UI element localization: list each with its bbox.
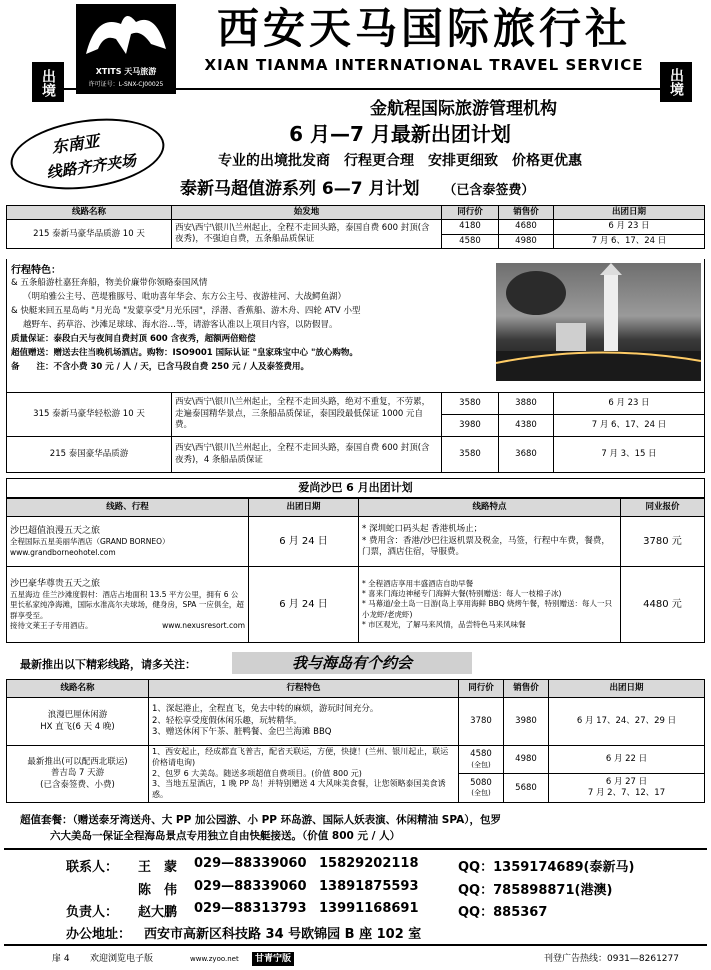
peer-price: [459, 774, 504, 803]
thai-table-2: [6, 392, 705, 473]
peer-price: 3580: [442, 437, 499, 473]
feature-item: * 深圳蛇口码头起 香港机场止；: [362, 524, 483, 535]
sale-price: 3980: [504, 698, 549, 746]
feature-item: & 五条船游杜嘉狂奔船，物美价廉带你领略泰国风情: [11, 278, 208, 288]
route-name-line: HX 直飞(6 天 4 晚): [40, 721, 115, 732]
peer-value: 4580: [470, 749, 492, 760]
contact-name: 陈 伟: [138, 883, 178, 898]
peer-price: 3580: [442, 393, 499, 415]
col-price: 同业报价: [621, 499, 705, 517]
col-origin: 始发地: [172, 206, 442, 220]
feature-item: & 快艇来回五星岛屿 "月光岛 "发蒙享受"月光乐园"，浮潜、香蕉船、游木舟、四轮 ATV 小型: [11, 306, 361, 316]
feature-item: * 喜来门海边神秘专门海鲜大餐(特别赠送：每人一枝棉子冰): [362, 589, 562, 599]
sale-price: 4980: [499, 234, 554, 248]
route-features: [359, 567, 621, 643]
header: [4, 4, 707, 96]
route-line: [10, 621, 245, 631]
peer-price: 3780: [459, 698, 504, 746]
route-features: [149, 698, 459, 746]
note-text: 不含小费 30 元 / 人 / 天，已含马段自费 250 元 / 人及泰签费用。: [53, 362, 309, 372]
depart-dates: 7 月 6、17、24 日: [554, 415, 705, 437]
depart-date: 6 月 24 日: [249, 517, 359, 567]
col-route: 线路、行程: [7, 499, 249, 517]
route-extra: 接待文莱王子专用酒店。: [10, 620, 93, 630]
route-name-line: 最新推出(可以配西北联运): [27, 756, 128, 767]
series-note: （已含泰签费）: [443, 183, 535, 198]
depart-dates: 6 月 17、24、27、29 日: [549, 698, 705, 746]
manager-tel: 029—88313793: [194, 901, 307, 916]
route-title: 沙巴豪华尊贵五天之旅: [10, 579, 101, 590]
brand-badge: 甘青宁版: [252, 952, 294, 966]
depart-dates: 6 月 23 日: [554, 220, 705, 234]
extra-label: 超值赠送：: [11, 348, 54, 358]
depart-dates: 6 月 23 日: [554, 393, 705, 415]
route-name: 315 泰新马豪华轻松游 10 天: [7, 393, 172, 437]
route-name: 215 泰国豪华品质游: [7, 437, 172, 473]
sale-price: 4380: [499, 415, 554, 437]
features-list: [11, 276, 489, 374]
route-features: [359, 517, 621, 567]
contact-tel: 029—88339060: [194, 879, 307, 894]
col-dates: 出团日期: [554, 206, 705, 220]
series-title: [180, 174, 660, 199]
sale-price: 3680: [499, 437, 554, 473]
stamp-line1: 东南亚: [50, 131, 101, 157]
route-name: 215 泰新马豪华品质游 10 天: [7, 220, 172, 249]
address: 西安市高新区科技路 34 号欧锦园 B 座 102 室: [144, 927, 422, 942]
note-line: [11, 360, 489, 374]
feature-item: 3、当地五星酒店，1 晚 PP 岛！并特别赠送 4 大风味美食餐，让您领略泰国美食诱惑。: [152, 779, 446, 800]
feature-item: * 马幕道/金土岛一日游(岛上享用海鲜 BBQ 烧烤午餐，特别赠送：每人一只小龙虾/老虎虾): [362, 599, 613, 619]
col-sale: 销售价: [499, 206, 554, 220]
route-title: 沙巴超值浪漫五天之旅: [10, 526, 101, 537]
route-hotel: 全程国际五星美丽华酒店（GRAND BORNEO）: [10, 537, 170, 547]
peer-price: 3980: [442, 415, 499, 437]
sale-price: 4980: [504, 746, 549, 774]
table-row: [7, 698, 705, 746]
route-name: [7, 746, 149, 803]
promo-line: 六大美岛一保证全程海岛景点专用独立自由快艇接送。（价值 800 元 / 人）: [50, 830, 401, 842]
main-title: 6 月—7 月最新出团计划: [289, 122, 511, 146]
sabah-route-2: [7, 567, 249, 643]
contact-label: 联系人：: [66, 860, 119, 875]
address-label: 办公地址：: [66, 927, 132, 942]
quality-text: 泰段白天与夜间自费封顶 600 含夜秀，超额两倍赔偿: [53, 334, 256, 344]
peer-price: 4480 元: [621, 567, 705, 643]
promo-label: 最新推出以下精彩线路，请多关注：: [20, 658, 196, 671]
route-url: www.nexusresort.com: [162, 620, 245, 630]
contact-mobile: 13891875593: [319, 879, 419, 894]
note-label: 备 注：: [11, 362, 54, 372]
feature-item: 1、深起港止，全程直飞，免去中转的麻烦，游玩时间充分。: [152, 704, 379, 715]
table-row: [7, 517, 705, 567]
col-route: 线路名称: [7, 680, 149, 698]
sale-price: 5680: [504, 774, 549, 803]
manager-mobile: 13991168691: [319, 901, 419, 916]
bottom-bar: [4, 950, 707, 968]
manager-label: 负责人：: [66, 905, 119, 920]
promo-line: 超值套餐：（赠送泰牙湾送舟、大 PP 加公园游、小 PP 环岛游、国际人妖表演、休闲精油 SPA），包罗: [20, 814, 501, 826]
route-name: [7, 698, 149, 746]
col-features: 线路特点: [359, 499, 621, 517]
contacts-block: [4, 848, 707, 946]
table-row: [7, 437, 705, 473]
contact-qq: QQ：1359174689(泰新马): [458, 860, 635, 875]
site-label: 欢迎浏览电子版: [90, 954, 154, 964]
col-dates: 出团日期: [549, 680, 705, 698]
feature-item: 1、西安起止，经成都直飞普吉，配省天联运，方便，快捷！(兰州、银川起止，联运价格请电询): [152, 747, 449, 767]
col-route: 线路名称: [7, 206, 172, 220]
contact-mobile: 15829202118: [319, 856, 419, 871]
feature-item: * 全程酒店享用丰盛酒店自助早餐: [362, 579, 474, 589]
table-row: [7, 567, 705, 643]
company-name: 西安天马国际旅行社: [216, 4, 631, 53]
thai-table-1: [6, 205, 705, 249]
features-block: [6, 259, 705, 392]
peer-price: 4180: [442, 220, 499, 234]
page-number: 扉 4: [52, 954, 70, 964]
depart-dates: [549, 774, 705, 803]
table-row: [7, 220, 705, 234]
peer-note: (全包): [471, 789, 491, 798]
route-desc: 五星海边 佳兰沙滩度假村：酒店占地面积 13.5 平方公里，拥有 6 公里长私家纯净海滩，国际水准高尔夫球场，健身房，SPA 一应俱全，超群享受至。: [10, 590, 244, 620]
horse-logo-icon: [76, 4, 176, 64]
col-peer: 同行价: [459, 680, 504, 698]
col-date: 出团日期: [249, 499, 359, 517]
feature-item: 2、轻松享受度假休闲乐趣，玩转精华。: [152, 715, 302, 726]
features-title: 行程特色：: [11, 265, 61, 276]
depart-date: 6 月 24 日: [249, 567, 359, 643]
manager-name: 赵大鹏: [138, 905, 178, 920]
title-slogan: 专业的出境批发商 行程更合理 安排更细致 价格更优惠: [218, 153, 582, 169]
date-line: 7 月 2、7、12、17: [587, 788, 666, 799]
route-desc: 西安\西宁\银川\兰州起止，全程不走回头路，泰国自费 600 封顶(含夜秀)，4 条船品质保证: [172, 437, 442, 473]
depart-dates: 6 月 22 日: [549, 746, 705, 774]
sale-price: 4680: [499, 220, 554, 234]
contact-qq: QQ：785898871(港澳): [458, 883, 613, 898]
quality-line: [11, 332, 489, 346]
route-name-line: (已含泰签费、小费): [40, 779, 115, 790]
route-name-line: 浪漫巴厘休闲游: [47, 710, 108, 721]
header-rule: [64, 88, 660, 90]
quality-label: 质量保证：: [11, 334, 54, 344]
peer-note: (全包): [471, 760, 491, 769]
route-features: [149, 746, 459, 803]
col-features: 行程特色: [149, 680, 459, 698]
col-peer: 同行价: [442, 206, 499, 220]
depart-dates: 7 月 6、17、24 日: [554, 234, 705, 248]
extra-text: 赠送去往当晚机场酒店。购物：ISO9001 国际认证 "皇家珠宝中心 "放心购物。: [53, 348, 358, 358]
table-row: [7, 746, 705, 774]
ad-hotline: 刊登广告热线：0931—8261277: [544, 954, 679, 964]
manager-qq: QQ：885367: [458, 905, 548, 920]
logo-license: 许可证号：L-SNX-CJ00025: [88, 81, 164, 88]
feature-item: （明珀雅公主号、芭堤雅豚号、吡叻喜年华会、东方公主号、夜游桂河、大战鳄鱼湖）: [23, 292, 347, 302]
site-url[interactable]: www.zyoo.net: [190, 955, 239, 963]
peer-price: 4580: [442, 234, 499, 248]
company-en: XIAN TIANMA INTERNATIONAL TRAVEL SERVICE: [204, 56, 644, 74]
contact-name: 王 蒙: [138, 860, 178, 875]
depart-dates: 7 月 3、15 日: [554, 437, 705, 473]
extra-line: [11, 346, 489, 360]
contact-tel: 029—88339060: [194, 856, 307, 871]
table-row: [7, 393, 705, 415]
feature-item: * 市区观光，了解马来风情，品尝特色马来风味餐: [362, 619, 526, 629]
sabah-title: 爱尚沙巴 6 月出团计划: [6, 478, 705, 498]
route-url: www.grandborneohotel.com: [10, 547, 116, 557]
footer-promo: [20, 812, 705, 844]
sabah-table: [6, 498, 705, 643]
feature-item: 2、包罗 6 大美岛。随送多项超值自费项目。(价值 800 元): [152, 768, 362, 778]
route-desc: 西安\西宁\银川\兰州起止，全程不走回头路，泰国自费 600 封顶(含夜秀)，不强迫自费，五条船品质保证: [172, 220, 442, 249]
route-name-line: 普吉岛 7 天游: [50, 768, 105, 779]
feature-item: 越野车、药草浴、沙滩足球球、海水浴…等，请游客认准以上项目内容，以防假冒。: [23, 320, 338, 330]
logo-caption: XTITS 天马旅游: [95, 67, 157, 76]
company-logo: [76, 4, 176, 94]
route-desc: 西安\西宁\银川\兰州起止，全程不走回头路，绝对不重复，不劳累，走遍泰国精华景点，三条船品质保证，泰国段最低保证 1000 元自费。: [172, 393, 442, 437]
col-sale: 销售价: [504, 680, 549, 698]
sabah-route-1: [7, 517, 249, 567]
series-title-text: 泰新马超值游系列 6—7 月计划: [180, 179, 420, 199]
stamp-line2: 线路齐齐夹场: [45, 151, 138, 182]
right-tag: 出境: [660, 62, 692, 102]
agency-slogan: 金航程国际旅游管理机构: [370, 99, 557, 119]
landmark-photo: [496, 263, 701, 381]
feature-item: 3、赠送休闲下午茶、脏鸭餐、金巴兰海滩 BBQ: [152, 727, 332, 738]
peer-price: 3780 元: [621, 517, 705, 567]
tower-photo-icon: [496, 263, 701, 381]
peer-price: [459, 746, 504, 774]
left-tag: 出境: [32, 62, 64, 102]
promo-banner: 我与海岛有个约会: [232, 652, 472, 674]
island-table: [6, 679, 705, 803]
sale-price: 3880: [499, 393, 554, 415]
date-line: 6 月 27 日: [605, 776, 648, 787]
peer-value: 5080: [470, 777, 492, 788]
feature-item: * 费用含：香港/沙巴往返机票及税金，马签，行程中车费，餐费，门票，酒店住宿，导服费。: [362, 535, 610, 558]
